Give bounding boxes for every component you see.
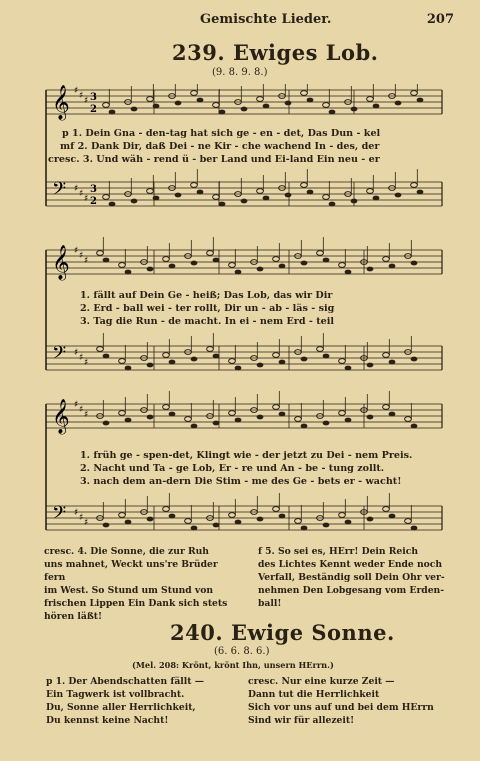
hymn-240-heading [170, 620, 395, 645]
svg-text:♯: ♯ [79, 91, 84, 101]
stanza-240-2-line: Sich vor uns auf und bei dem HErrn [248, 702, 434, 713]
svg-text:♯: ♯ [79, 405, 84, 415]
bass-clef-icon: 𝄢 [52, 343, 67, 368]
music-system-3 [44, 384, 444, 540]
page-number: 207 [426, 12, 454, 27]
staff-svg-3 [44, 384, 444, 540]
stanza-240-2-line: Sind wir für allezeit! [248, 715, 355, 726]
running-title: Gemischte Lieder. [200, 12, 332, 27]
svg-text:♯: ♯ [84, 256, 89, 266]
svg-text:3: 3 [90, 184, 97, 195]
svg-text:♯: ♯ [74, 184, 79, 194]
stanza-240-1-line: p 1. Der Abendschatten fällt — [46, 676, 204, 687]
lyric-line-3-2: 2. Nacht und Ta - ge Lob, Er - re und An - be - tung zollt. [80, 463, 385, 474]
svg-text:♯: ♯ [84, 96, 89, 106]
lyric-line-2-3: 3. Tag die Run - de macht. In ei - nem Erd - teil [80, 316, 335, 327]
hymn-239-heading [172, 40, 378, 65]
lyric-line-1-3: cresc. 3. Und wäh - rend ü - ber Land und Ei-land Ein neu - er [48, 154, 380, 165]
music-system-1 [44, 84, 444, 220]
svg-text:♯: ♯ [79, 513, 84, 523]
stanza-5-line: Verfall, Beständig soll Dein Ohr ver- [258, 572, 445, 583]
svg-text:♯: ♯ [84, 410, 89, 420]
hymn-240-stanza-2 [248, 675, 448, 727]
stanza-4-line: cresc. 4. Die Sonne, die zur Ruh [44, 546, 209, 557]
stanza-4-line: uns mahnet, Weckt uns're Brüder fern [44, 559, 218, 583]
stanza-4-line: hören läßt! [44, 611, 103, 622]
lyric-line-1-1: p 1. Dein Gna - den-tag hat sich ge - en - det, Das Dun - kel [62, 128, 381, 139]
lyric-line-3-1: 1. früh ge - spen-det, Klingt wie - der jetzt zu Dei - nem Preis. [80, 450, 413, 461]
treble-clef-icon: 𝄞 [52, 399, 70, 434]
lyric-line-2-1: 1. fällt auf Dein Ge - heiß; Das Lob, das wir Dir [80, 290, 333, 301]
stanza-5-line: ball! [258, 598, 282, 609]
svg-text:♯: ♯ [84, 358, 89, 368]
svg-text:♯: ♯ [74, 246, 79, 256]
treble-clef-icon: 𝄞 [52, 85, 70, 120]
stanza-240-2-line: cresc. Nur eine kurze Zeit — [248, 676, 395, 687]
svg-text:♯: ♯ [79, 251, 84, 261]
stanza-240-1-line: Du kennst keine Nacht! [46, 715, 169, 726]
staff-svg-1 [44, 84, 444, 220]
stanza-5-line: des Lichtes Kennt weder Ende noch [258, 559, 443, 570]
svg-text:2: 2 [90, 196, 97, 207]
hymn-240-number: 240. [170, 620, 224, 645]
hymn-240-title: Ewige Sonne. [230, 620, 395, 645]
hymn-240-tune: (Mel. 208: Krönt, krönt Ihn, unsern HErrn.) [132, 660, 334, 670]
stanza-4-line: im West. So Stund um Stund von [44, 585, 214, 596]
stanza-5-line: nehmen Den Lobgesang vom Erden- [258, 585, 445, 596]
svg-text:♯: ♯ [84, 194, 89, 204]
svg-text:♯: ♯ [79, 189, 84, 199]
stanza-4-line: frischen Lippen Ein Dank sich stets [44, 598, 228, 609]
svg-text:3: 3 [90, 92, 97, 103]
lyric-line-1-2: mf 2. Dank Dir, daß Dei - ne Kir - che wachend In - des, der [60, 141, 380, 152]
stanza-240-1-line: Du, Sonne aller Herrlichkeit, [46, 702, 196, 713]
svg-text:♯: ♯ [74, 348, 79, 358]
lyric-line-3-3: 3. nach dem an-dern Die Stim - me des Ge - bets er - wacht! [80, 476, 402, 487]
hymn-239-number: 239. [172, 40, 226, 65]
bass-clef-icon: 𝄢 [52, 179, 67, 204]
svg-text:♯: ♯ [79, 353, 84, 363]
svg-text:♯: ♯ [74, 508, 79, 518]
svg-text:♯: ♯ [74, 400, 79, 410]
hymn-240-meter: (6. 6. 8. 6.) [214, 646, 270, 657]
svg-text:♯: ♯ [84, 518, 89, 528]
stanza-240-1-line: Ein Tagwerk ist vollbracht. [46, 689, 185, 700]
bass-clef-icon: 𝄢 [52, 503, 67, 528]
hymn-239-stanza-5 [258, 545, 448, 610]
svg-text:♯: ♯ [74, 86, 79, 96]
svg-text:2: 2 [90, 104, 97, 115]
hymn-240-stanza-1 [46, 675, 246, 727]
hymn-239-title: Ewiges Lob. [232, 40, 379, 65]
hymn-239-meter: (9. 8. 9. 8.) [212, 67, 268, 78]
stanza-5-line: f 5. So sei es, HErr! Dein Reich [258, 546, 419, 557]
treble-clef-icon: 𝄞 [52, 245, 70, 280]
hymn-239-stanza-4 [44, 545, 232, 623]
stanza-240-2-line: Dann tut die Herrlichkeit [248, 689, 380, 700]
lyric-line-2-2: 2. Erd - ball wei - ter rollt, Dir un - ab - läs - sig [80, 303, 335, 314]
